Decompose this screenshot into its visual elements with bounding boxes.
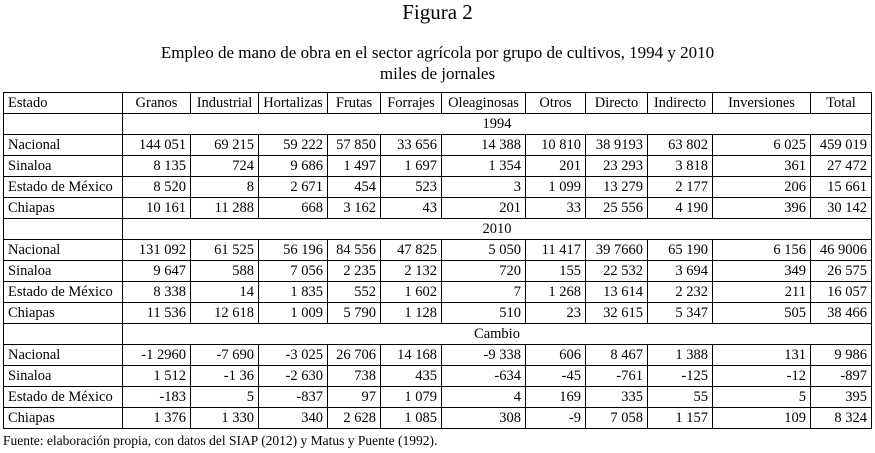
table-cell: 11 536 [123, 303, 191, 324]
column-header: Inversiones [713, 93, 811, 114]
table-cell: 1 009 [259, 303, 328, 324]
table-cell: 335 [586, 387, 648, 408]
table-cell: 505 [713, 303, 811, 324]
table-cell: 13 614 [586, 282, 648, 303]
table-cell: 26 575 [811, 261, 872, 282]
data-table [3, 92, 872, 429]
table-cell: 14 388 [442, 135, 526, 156]
table-cell: 9 647 [123, 261, 191, 282]
table-cell: 8 467 [586, 345, 648, 366]
table-body [4, 93, 872, 429]
section-row [4, 324, 872, 345]
table-cell: 23 293 [586, 156, 648, 177]
table-cell: 11 417 [526, 240, 586, 261]
table-cell: 7 058 [586, 408, 648, 429]
table-cell: 361 [713, 156, 811, 177]
table-cell: 395 [811, 387, 872, 408]
table-cell: 4 190 [648, 198, 713, 219]
table-cell: 61 525 [191, 240, 259, 261]
table-cell: 33 656 [381, 135, 442, 156]
column-header: Granos [123, 93, 191, 114]
table-cell: 22 532 [586, 261, 648, 282]
table-row [4, 366, 872, 387]
section-blank-cell [4, 114, 123, 135]
table-cell: -9 [526, 408, 586, 429]
table-subtitle: miles de jornales [379, 64, 496, 83]
table-cell: 2 628 [328, 408, 381, 429]
table-row [4, 135, 872, 156]
table-cell: 1 157 [648, 408, 713, 429]
table-cell: 23 [526, 303, 586, 324]
table-row [4, 261, 872, 282]
row-label: Nacional [4, 240, 123, 261]
column-header: Indirecto [648, 93, 713, 114]
table-row [4, 408, 872, 429]
table-cell: 1 835 [259, 282, 328, 303]
table-cell: 211 [713, 282, 811, 303]
table-cell: 720 [442, 261, 526, 282]
row-label: Nacional [4, 345, 123, 366]
column-header: Hortalizas [259, 93, 328, 114]
table-cell: 454 [328, 177, 381, 198]
table-cell: 27 472 [811, 156, 872, 177]
row-label: Sinaloa [4, 261, 123, 282]
table-cell: 606 [526, 345, 586, 366]
table-cell: 65 190 [648, 240, 713, 261]
row-label: Chiapas [4, 408, 123, 429]
table-cell: -1 2960 [123, 345, 191, 366]
row-label: Sinaloa [4, 366, 123, 387]
table-cell: 206 [713, 177, 811, 198]
header-row [4, 93, 872, 114]
table-cell: 1 128 [381, 303, 442, 324]
table-cell: 59 222 [259, 135, 328, 156]
row-label: Estado de México [4, 387, 123, 408]
table-cell: 63 802 [648, 135, 713, 156]
table-cell: 26 706 [328, 345, 381, 366]
table-row [4, 387, 872, 408]
table-cell: 56 196 [259, 240, 328, 261]
table-cell: 33 [526, 198, 586, 219]
section-row [4, 219, 872, 240]
table-cell: 396 [713, 198, 811, 219]
table-cell: 8 [191, 177, 259, 198]
column-header: Industrial [191, 93, 259, 114]
table-cell: 668 [259, 198, 328, 219]
column-header: Directo [586, 93, 648, 114]
column-header: Estado [4, 93, 123, 114]
table-cell: 144 051 [123, 135, 191, 156]
table-title-line1: Empleo de mano de obra en el sector agrícola por grupo de cultivos, 1994 y 2010 [160, 43, 715, 62]
table-cell: 169 [526, 387, 586, 408]
section-label: 1994 [123, 114, 872, 135]
table-cell: 8 520 [123, 177, 191, 198]
table-cell: 57 850 [328, 135, 381, 156]
table-cell: 724 [191, 156, 259, 177]
table-cell: 738 [328, 366, 381, 387]
table-cell: -3 025 [259, 345, 328, 366]
table-cell: 46 9006 [811, 240, 872, 261]
table-cell: 201 [526, 156, 586, 177]
table-cell: -45 [526, 366, 586, 387]
table-cell: 308 [442, 408, 526, 429]
figure-label: Figura 2 [402, 0, 473, 24]
table-cell: 3 818 [648, 156, 713, 177]
table-cell: 5 050 [442, 240, 526, 261]
table-cell: 39 7660 [586, 240, 648, 261]
section-label: 2010 [123, 219, 872, 240]
table-cell: 349 [713, 261, 811, 282]
table-cell: 155 [526, 261, 586, 282]
table-cell: 8 324 [811, 408, 872, 429]
row-label: Chiapas [4, 303, 123, 324]
table-cell: 109 [713, 408, 811, 429]
section-blank-cell [4, 219, 123, 240]
table-cell: 1 697 [381, 156, 442, 177]
row-label: Estado de México [4, 282, 123, 303]
table-cell: 340 [259, 408, 328, 429]
table-cell: 38 9193 [586, 135, 648, 156]
table-cell: 10 161 [123, 198, 191, 219]
table-cell: 12 618 [191, 303, 259, 324]
table-cell: -837 [259, 387, 328, 408]
table-cell: 84 556 [328, 240, 381, 261]
table-cell: 459 019 [811, 135, 872, 156]
table-cell: -12 [713, 366, 811, 387]
table-cell: 6 025 [713, 135, 811, 156]
table-cell: -125 [648, 366, 713, 387]
column-header: Oleaginosas [442, 93, 526, 114]
table-row [4, 177, 872, 198]
table-cell: 13 279 [586, 177, 648, 198]
row-label: Chiapas [4, 198, 123, 219]
table-cell: 1 268 [526, 282, 586, 303]
table-row [4, 240, 872, 261]
table-cell: 3 694 [648, 261, 713, 282]
table-cell: 3 162 [328, 198, 381, 219]
table-cell: 3 [442, 177, 526, 198]
section-label: Cambio [123, 324, 872, 345]
table-cell: 11 288 [191, 198, 259, 219]
column-header: Total [811, 93, 872, 114]
table-cell: 43 [381, 198, 442, 219]
table-cell: 5 [713, 387, 811, 408]
table-row [4, 156, 872, 177]
table-cell: 131 092 [123, 240, 191, 261]
table-row [4, 345, 872, 366]
table-cell: 2 132 [381, 261, 442, 282]
table-cell: 1 388 [648, 345, 713, 366]
table-cell: -1 36 [191, 366, 259, 387]
column-header: Otros [526, 93, 586, 114]
table-cell: 1 602 [381, 282, 442, 303]
table-cell: 1 099 [526, 177, 586, 198]
table-cell: 201 [442, 198, 526, 219]
table-cell: 6 156 [713, 240, 811, 261]
table-cell: 1 354 [442, 156, 526, 177]
table-cell: 25 556 [586, 198, 648, 219]
table-cell: 8 338 [123, 282, 191, 303]
table-cell: -897 [811, 366, 872, 387]
table-cell: 7 [442, 282, 526, 303]
table-cell: 97 [328, 387, 381, 408]
section-blank-cell [4, 324, 123, 345]
table-cell: 588 [191, 261, 259, 282]
table-cell: 38 466 [811, 303, 872, 324]
table-cell: 14 168 [381, 345, 442, 366]
table-cell: 30 142 [811, 198, 872, 219]
table-cell: 8 135 [123, 156, 191, 177]
table-cell: 7 056 [259, 261, 328, 282]
table-cell: 9 686 [259, 156, 328, 177]
table-cell: 435 [381, 366, 442, 387]
table-cell: 69 215 [191, 135, 259, 156]
table-cell: 5 790 [328, 303, 381, 324]
table-cell: 5 347 [648, 303, 713, 324]
table-cell: 47 825 [381, 240, 442, 261]
table-cell: -2 630 [259, 366, 328, 387]
table-cell: 131 [713, 345, 811, 366]
table-cell: 4 [442, 387, 526, 408]
table-title [0, 42, 875, 84]
table-cell: -183 [123, 387, 191, 408]
row-label: Nacional [4, 135, 123, 156]
table-cell: 1 497 [328, 156, 381, 177]
table-cell: 1 512 [123, 366, 191, 387]
table-cell: 552 [328, 282, 381, 303]
table-cell: 1 330 [191, 408, 259, 429]
table-cell: 2 177 [648, 177, 713, 198]
table-cell: -7 690 [191, 345, 259, 366]
table-cell: 1 079 [381, 387, 442, 408]
table-cell: 1 085 [381, 408, 442, 429]
column-header: Frutas [328, 93, 381, 114]
table-cell: 15 661 [811, 177, 872, 198]
table-cell: 5 [191, 387, 259, 408]
row-label: Estado de México [4, 177, 123, 198]
table-cell: -9 338 [442, 345, 526, 366]
section-row [4, 114, 872, 135]
table-cell: 510 [442, 303, 526, 324]
table-row [4, 282, 872, 303]
table-cell: 9 986 [811, 345, 872, 366]
table-cell: 2 232 [648, 282, 713, 303]
table-cell: 2 235 [328, 261, 381, 282]
table-cell: 2 671 [259, 177, 328, 198]
table-cell: 523 [381, 177, 442, 198]
row-label: Sinaloa [4, 156, 123, 177]
table-cell: -761 [586, 366, 648, 387]
table-row [4, 303, 872, 324]
column-header: Forrajes [381, 93, 442, 114]
table-row [4, 198, 872, 219]
source-note: Fuente: elaboración propia, con datos del SIAP (2012) y Matus y Puente (1992). [3, 433, 438, 448]
table-cell: -634 [442, 366, 526, 387]
table-cell: 10 810 [526, 135, 586, 156]
table-cell: 14 [191, 282, 259, 303]
table-cell: 1 376 [123, 408, 191, 429]
table-cell: 55 [648, 387, 713, 408]
table-cell: 32 615 [586, 303, 648, 324]
table-cell: 16 057 [811, 282, 872, 303]
